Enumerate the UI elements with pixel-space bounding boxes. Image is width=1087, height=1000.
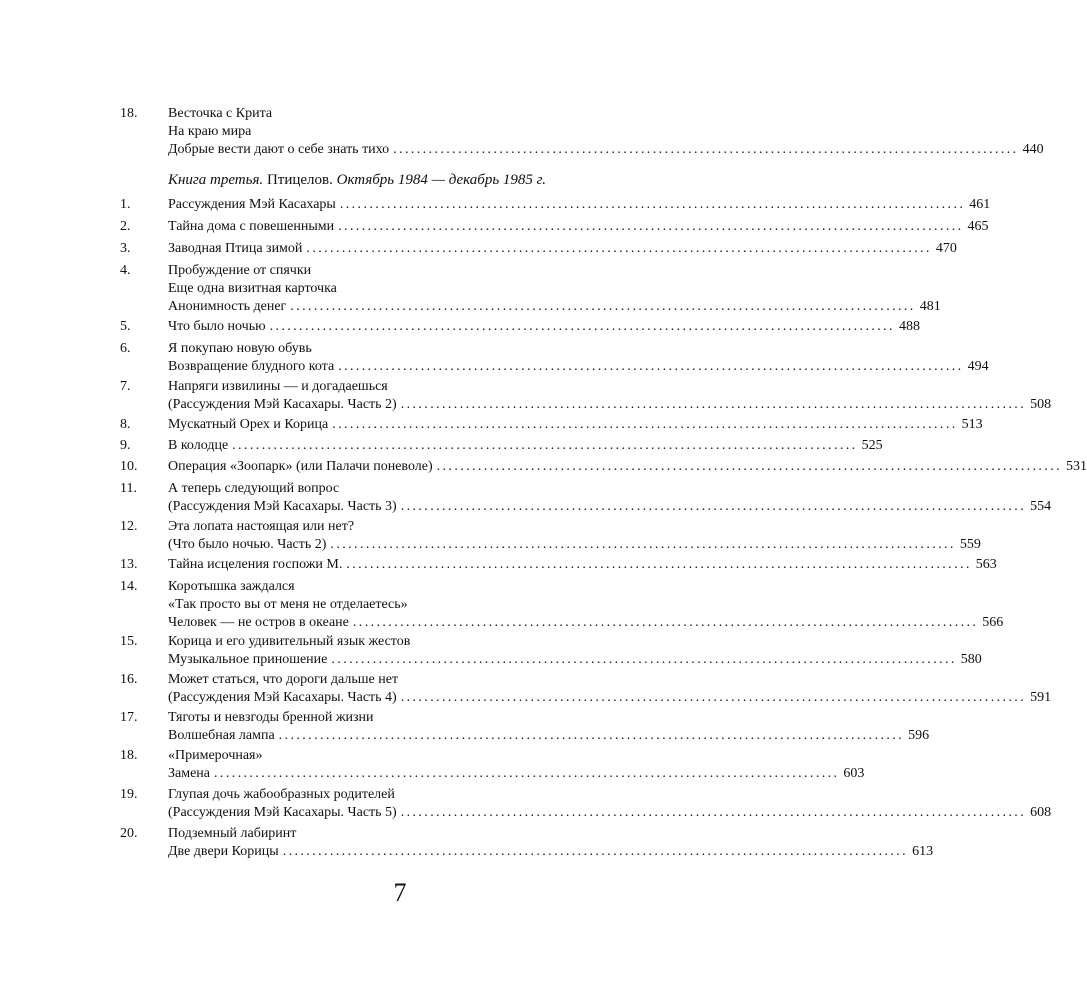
entry-line: Замена — [168, 766, 211, 781]
entry-line: На краю мира — [168, 124, 252, 139]
entry-number: 18. — [120, 748, 138, 763]
entry-page: 531 — [1066, 459, 1087, 474]
dot-leader: .......................................................................................................... — [338, 219, 964, 234]
entry-dot-line — [168, 614, 1004, 632]
entry-line: Анонимность денег — [168, 299, 287, 314]
entry-page: 559 — [959, 537, 981, 552]
dot-leader: .......................................................................................................... — [400, 805, 1027, 820]
entry-page: 481 — [919, 299, 941, 314]
entry-line: Корица и его удивительный язык жестов — [168, 634, 411, 649]
entry-page: 554 — [1030, 499, 1052, 514]
entry-line: Глупая дочь жабообразных родителей — [168, 787, 395, 802]
entry-line: Две двери Корицы — [168, 844, 279, 859]
entry-number: 4. — [120, 263, 131, 278]
entry-line: Коротышка заждался — [168, 579, 295, 594]
entry-line: (Рассуждения Мэй Касахары. Часть 2) — [168, 397, 397, 412]
dot-leader: .......................................................................................................... — [339, 197, 966, 212]
entry-number: 8. — [120, 417, 131, 432]
entry-page: 603 — [843, 766, 865, 781]
entry-number: 5. — [120, 319, 131, 334]
entry-page: 580 — [960, 652, 982, 667]
entry-number: 6. — [120, 341, 131, 356]
entry-line: (Рассуждения Мэй Касахары. Часть 3) — [168, 499, 397, 514]
entry-page: 494 — [967, 359, 989, 374]
entry-line: Добрые вести дают о себе знать тихо — [168, 142, 390, 157]
entry-line: (Рассуждения Мэй Касахары. Часть 4) — [168, 690, 397, 705]
dot-leader: .......................................................................................................... — [400, 397, 1027, 412]
entry-number: 2. — [120, 219, 131, 234]
dot-leader: .......................................................................................................... — [436, 459, 1063, 474]
entry-dot-line — [168, 804, 1052, 822]
entry-dot-line — [168, 765, 865, 783]
section-title: Птицелов. — [266, 172, 333, 188]
entry-line: Пробуждение от спячки — [168, 263, 312, 278]
entry-line: «Примерочная» — [168, 748, 263, 763]
entry-dot-line — [168, 396, 1052, 414]
entry-line: Возвращение блудного кота — [168, 359, 335, 374]
dot-leader: .......................................................................................................... — [332, 417, 958, 432]
entry-page: 488 — [898, 319, 920, 334]
entry-line: Подземный лабиринт — [168, 826, 297, 841]
entry-number: 20. — [120, 826, 138, 841]
entry-line: Тайна дома с повешенными — [168, 219, 335, 234]
dot-leader: .......................................................................................................... — [400, 690, 1027, 705]
entry-line: Что было ночью — [168, 319, 266, 334]
dot-leader: .......................................................................................................... — [278, 728, 905, 743]
entry-dot-line — [168, 240, 957, 258]
dot-leader: .......................................................................................................... — [232, 438, 858, 453]
entry-line: Я покупаю новую обувь — [168, 341, 312, 356]
entry-page: 508 — [1030, 397, 1052, 412]
entry-number: 3. — [120, 241, 131, 256]
dot-leader: .......................................................................................................... — [214, 766, 840, 781]
entry-dot-line — [168, 218, 989, 236]
entry-dot-line — [168, 458, 1087, 476]
entry-dot-line — [168, 196, 991, 214]
entry-number: 17. — [120, 710, 138, 725]
entry-page: 613 — [912, 844, 934, 859]
entry-dot-line — [168, 358, 989, 376]
dot-leader: .......................................................................................................... — [269, 319, 895, 334]
entry-dot-line — [168, 843, 934, 861]
dot-leader: .......................................................................................................... — [282, 844, 909, 859]
dot-leader: .......................................................................................................... — [393, 142, 1019, 157]
entry-number: 12. — [120, 519, 138, 534]
entry-line: В колодце — [168, 438, 229, 453]
dot-leader: .......................................................................................................... — [338, 359, 964, 374]
entry-line: Весточка с Крита — [168, 106, 273, 121]
entry-line: Еще одна визитная карточка — [168, 281, 337, 296]
entry-page: 513 — [961, 417, 983, 432]
entry-line: Рассуждения Мэй Касахары — [168, 197, 336, 212]
entry-line: Заводная Птица зимой — [168, 241, 303, 256]
entry-page: 563 — [975, 557, 997, 572]
entry-number: 18. — [120, 106, 138, 121]
entry-dot-line — [168, 298, 941, 316]
entry-dot-line — [168, 141, 1044, 159]
dot-leader: .......................................................................................................... — [331, 652, 957, 667]
entry-dot-line — [168, 556, 997, 574]
entry-number: 16. — [120, 672, 138, 687]
section-book: Книга третья. — [168, 172, 264, 188]
entry-line: (Что было ночью. Часть 2) — [168, 537, 327, 552]
entry-number: 19. — [120, 787, 138, 802]
entry-line: (Рассуждения Мэй Касахары. Часть 5) — [168, 805, 397, 820]
entry-line: Музыкальное приношение — [168, 652, 328, 667]
entry-page: 566 — [982, 615, 1004, 630]
entry-dot-line — [168, 498, 1052, 516]
entry-page: 470 — [935, 241, 957, 256]
page-number: 7 — [393, 878, 407, 907]
entry-number: 13. — [120, 557, 138, 572]
entry-number: 1. — [120, 197, 131, 212]
entry-line: Напряги извилины — и догадаешься — [168, 379, 388, 394]
dot-leader: .......................................................................................................... — [306, 241, 932, 256]
entry-page: 608 — [1030, 805, 1052, 820]
entry-line: Тяготы и невзгоды бренной жизни — [168, 710, 374, 725]
entry-line: «Так просто вы от меня не отделаетесь» — [168, 597, 408, 612]
dot-leader: .......................................................................................................... — [346, 557, 972, 572]
entry-line: Может статься, что дороги дальше нет — [168, 672, 399, 687]
entry-page: 461 — [969, 197, 991, 212]
entry-line: Человек — не остров в океане — [168, 615, 349, 630]
entry-dot-line — [168, 727, 930, 745]
entry-dot-line — [168, 416, 983, 434]
entry-dot-line — [168, 651, 982, 669]
entry-number: 10. — [120, 459, 138, 474]
entry-number: 14. — [120, 579, 138, 594]
dot-leader: .......................................................................................................... — [290, 299, 916, 314]
entry-dot-line — [168, 689, 1052, 707]
entry-line: Операция «Зоопарк» (или Палачи поневоле) — [168, 459, 433, 474]
entry-page: 591 — [1030, 690, 1052, 705]
entry-dot-line — [168, 536, 981, 554]
entry-number: 15. — [120, 634, 138, 649]
entry-line: Эта лопата настоящая или нет? — [168, 519, 355, 534]
entry-page: 465 — [967, 219, 989, 234]
entry-dot-line — [168, 437, 883, 455]
entry-number: 7. — [120, 379, 131, 394]
dot-leader: .......................................................................................................... — [400, 499, 1027, 514]
entry-page: 596 — [908, 728, 930, 743]
section-heading — [168, 170, 546, 190]
section-period: Октябрь 1984 — декабрь 1985 г. — [336, 172, 547, 188]
entry-dot-line — [168, 318, 920, 336]
entry-number: 9. — [120, 438, 131, 453]
dot-leader: .......................................................................................................... — [352, 615, 979, 630]
entry-line: Волшебная лампа — [168, 728, 275, 743]
dot-leader: .......................................................................................................... — [330, 537, 956, 552]
entry-line: Мускатный Орех и Корица — [168, 417, 329, 432]
entry-line: А теперь следующий вопрос — [168, 481, 340, 496]
entry-number: 11. — [120, 481, 137, 496]
entry-page: 440 — [1022, 142, 1044, 157]
entry-line: Тайна исцеления госпожи М. — [168, 557, 343, 572]
entry-page: 525 — [861, 438, 883, 453]
